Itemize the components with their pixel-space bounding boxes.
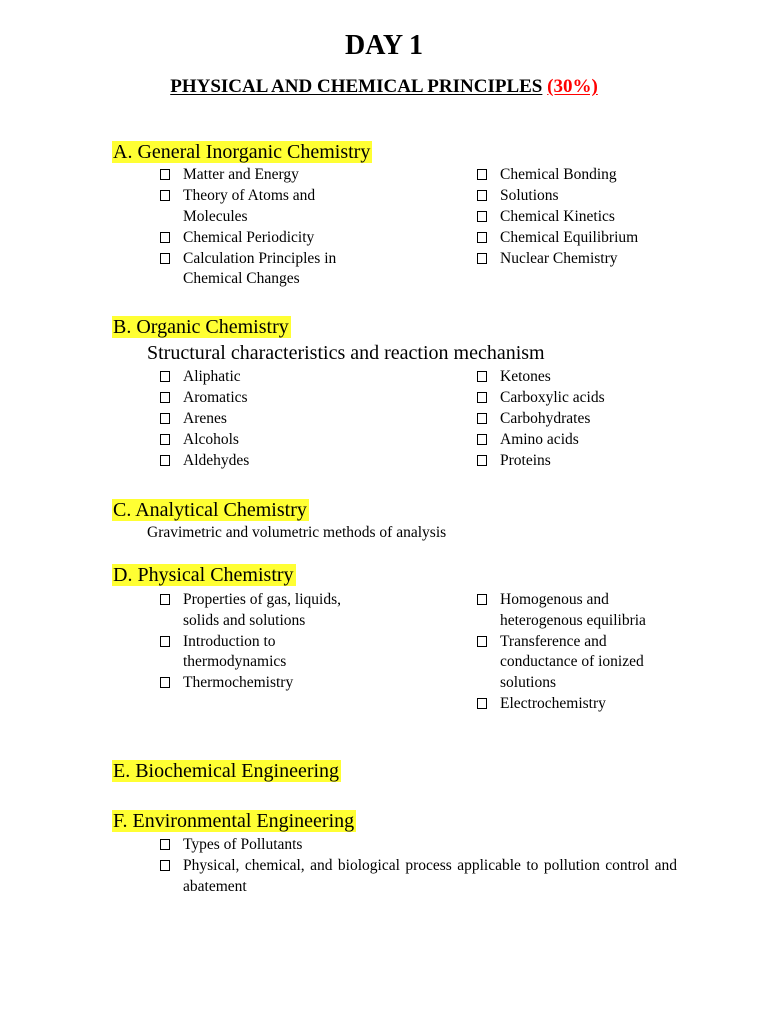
checkbox-icon bbox=[160, 677, 170, 688]
list-item: Ketones bbox=[476, 367, 706, 388]
list-item: Thermochemistry bbox=[159, 673, 344, 694]
checkbox-icon bbox=[477, 169, 487, 180]
subtitle-text: PHYSICAL AND CHEMICAL PRINCIPLES bbox=[170, 76, 543, 97]
checkbox-icon bbox=[477, 413, 487, 424]
checkbox-icon bbox=[160, 392, 170, 403]
list-item: Calculation Principles in Chemical Changes bbox=[159, 249, 374, 290]
checkbox-icon bbox=[160, 860, 170, 871]
list-item: Properties of gas, liquids, solids and solutions bbox=[159, 590, 344, 631]
checkbox-icon bbox=[477, 636, 487, 647]
list-item: Solutions bbox=[476, 186, 706, 207]
heading-general-inorganic-chemistry: A. General Inorganic Chemistry bbox=[113, 141, 371, 163]
checkbox-icon bbox=[160, 594, 170, 605]
list-item: Introduction to thermodynamics bbox=[159, 632, 344, 673]
checkbox-icon bbox=[160, 190, 170, 201]
organic-intro: Structural characteristics and reaction mechanism bbox=[147, 342, 545, 364]
list-item: Aliphatic bbox=[159, 367, 374, 388]
checkbox-icon bbox=[477, 371, 487, 382]
list-f bbox=[159, 835, 677, 898]
list-item: Proteins bbox=[476, 451, 706, 472]
list-a-left bbox=[159, 165, 374, 290]
checkbox-icon bbox=[160, 371, 170, 382]
section-subtitle bbox=[0, 74, 768, 100]
checkbox-icon bbox=[477, 190, 487, 201]
heading-physical-chemistry: D. Physical Chemistry bbox=[113, 564, 294, 586]
list-item: Carboxylic acids bbox=[476, 388, 706, 409]
list-item: Transference and conductance of ionized solutions bbox=[476, 632, 656, 694]
checkbox-icon bbox=[477, 253, 487, 264]
list-item: Amino acids bbox=[476, 430, 706, 451]
checkbox-icon bbox=[477, 232, 487, 243]
list-item: Chemical Equilibrium bbox=[476, 228, 706, 249]
checkbox-icon bbox=[160, 636, 170, 647]
checkbox-icon bbox=[477, 698, 487, 709]
list-item: Carbohydrates bbox=[476, 409, 706, 430]
heading-environmental-engineering: F. Environmental Engineering bbox=[113, 810, 355, 832]
checkbox-icon bbox=[160, 455, 170, 466]
list-item: Nuclear Chemistry bbox=[476, 249, 706, 270]
checkbox-icon bbox=[477, 455, 487, 466]
list-item: Physical, chemical, and biological process applicable to pollution control and abatement bbox=[159, 856, 677, 897]
list-item: Types of Pollutants bbox=[159, 835, 677, 856]
day-title: DAY 1 bbox=[344, 30, 424, 61]
checkbox-icon bbox=[477, 594, 487, 605]
subtitle-percent: (30%) bbox=[547, 76, 598, 97]
list-item: Aromatics bbox=[159, 388, 374, 409]
checkbox-icon bbox=[160, 434, 170, 445]
list-d-left bbox=[159, 590, 344, 694]
list-item: Chemical Kinetics bbox=[476, 207, 706, 228]
checkbox-icon bbox=[477, 211, 487, 222]
analytical-intro: Gravimetric and volumetric methods of analysis bbox=[147, 524, 447, 541]
list-item: Homogenous and heterogenous equilibria bbox=[476, 590, 656, 631]
checkbox-icon bbox=[477, 434, 487, 445]
list-item: Matter and Energy bbox=[159, 165, 374, 186]
list-b-left bbox=[159, 367, 374, 472]
checkbox-icon bbox=[160, 413, 170, 424]
checkbox-icon bbox=[160, 839, 170, 850]
list-item: Alcohols bbox=[159, 430, 374, 451]
list-item: Electrochemistry bbox=[476, 694, 656, 715]
checkbox-icon bbox=[160, 232, 170, 243]
heading-biochemical-engineering: E. Biochemical Engineering bbox=[113, 760, 340, 782]
checkbox-icon bbox=[160, 253, 170, 264]
list-item: Chemical Periodicity bbox=[159, 228, 374, 249]
checkbox-icon bbox=[477, 392, 487, 403]
heading-organic-chemistry: B. Organic Chemistry bbox=[113, 316, 289, 338]
heading-analytical-chemistry: C. Analytical Chemistry bbox=[113, 499, 307, 521]
list-b-right bbox=[476, 367, 706, 472]
checkbox-icon bbox=[160, 169, 170, 180]
list-a-right bbox=[476, 165, 706, 270]
list-d-right bbox=[476, 590, 656, 715]
list-item: Chemical Bonding bbox=[476, 165, 706, 186]
list-item: Theory of Atoms and Molecules bbox=[159, 186, 374, 227]
list-item: Arenes bbox=[159, 409, 374, 430]
list-item: Aldehydes bbox=[159, 451, 374, 472]
